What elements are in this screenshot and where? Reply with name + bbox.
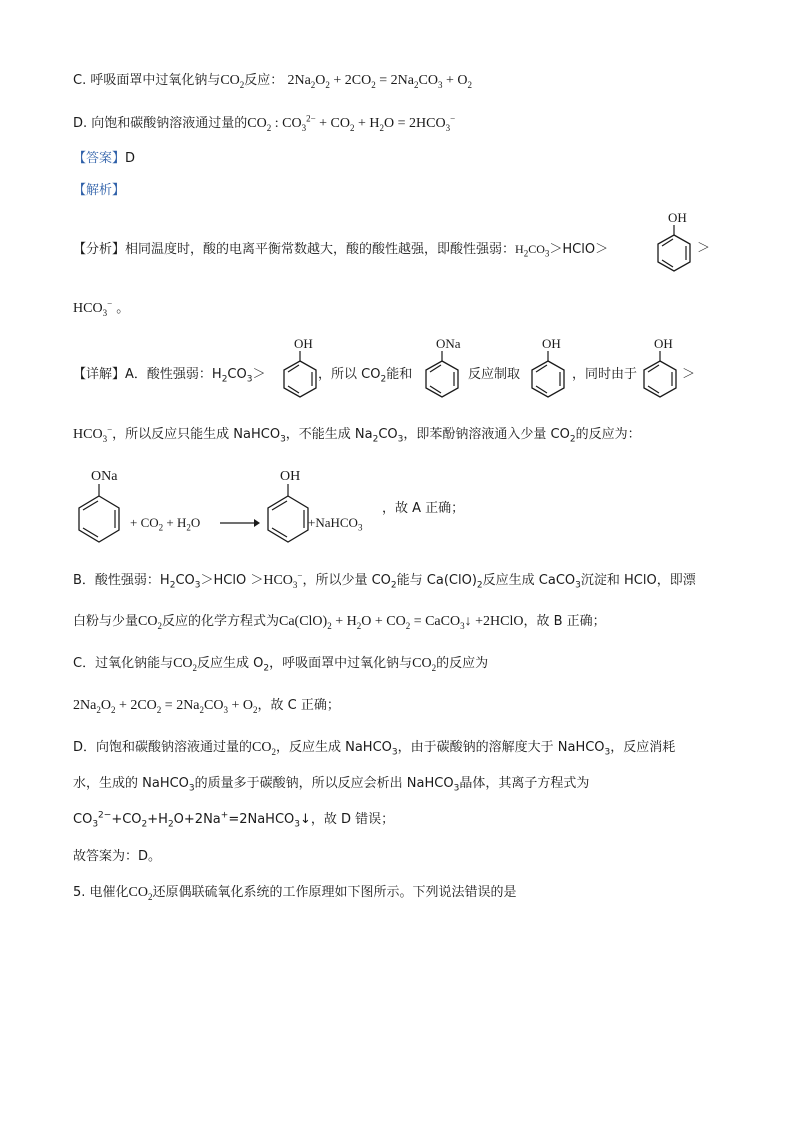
- b-line-2: 白粉与少量$CO_2$反应的化学方程式为$Ca(ClO)_2 + H_2O + CO_2$ = CaCO$_3$↓ +2HClO，故 B 正确；: [73, 614, 606, 631]
- oh-label: OH: [294, 336, 313, 351]
- c-line-1: C．过氧化钠能与$CO_2$反应生成 $O_2$，呼吸面罩中过氧化钠与$CO_2$的反应为: [73, 656, 489, 674]
- xiangjie-t4: ，同时由于: [572, 367, 638, 382]
- reaction-conclusion: ，故 A 正确；: [382, 501, 465, 516]
- benzene-ring-icon: [262, 466, 318, 546]
- oh-label: OH: [280, 469, 301, 484]
- benzene-ring-icon: [418, 336, 474, 400]
- question-5: 5. 电催化$CO_2$还原偶联硫氧化系统的工作原理如下图所示。下列说法错误的是: [73, 885, 517, 902]
- gt-sign: ＞: [682, 367, 696, 382]
- benzene-ring-icon: [73, 466, 133, 546]
- d-line-2: 水，生成的 NaHCO$_3$的质量多于碳酸钠，所以反应会析出 NaHCO$_3$晶体，其离子方程式为: [73, 776, 590, 794]
- option-d: D. 向饱和碳酸钠溶液通过量的$CO_2$ : $CO_3^{2-} + CO_2 + H_2O = 2HCO_3^-$: [73, 113, 456, 133]
- oh-label: OH: [542, 336, 561, 351]
- summary: 故答案为：D。: [73, 849, 162, 864]
- option-c: C. 呼吸面罩中过氧化钠与$CO_2$反应： $2Na_2O_2 + 2CO_2 = 2Na_2CO_3 + O_2$: [73, 73, 472, 90]
- hco3-line: $HCO_3^-$，所以反应只能生成 NaHCO$_3$，不能生成 $Na_2CO_3$，即苯酚钠溶液通入少量 $CO_2$的反应为：: [73, 424, 641, 445]
- d-line-3: $CO_3^{2-}+CO_2+H_2O+2Na^+=2NaHCO_3↓$，故 D 错误；: [73, 810, 395, 830]
- analysis-header: 【解析】: [73, 183, 126, 198]
- fenxi-line: 【分析】相同温度时，酸的电离平衡常数越大，酸的酸性越强，即酸性强弱：$H_2CO_3>HClO>$: [73, 242, 609, 259]
- b-line-1: B．酸性强弱：$H_2CO_3>HClO >HCO_3^-$，所以少量 $CO_2$能与 $Ca(ClO)_2$反应生成 CaCO$_3$沉淀和 HClO，即漂: [73, 570, 696, 591]
- equation: $2Na_2O_2 + 2CO_2 = 2Na_2CO_3 + O_2$: [287, 73, 472, 90]
- xiangjie-t2: ，所以 $CO_2$能和: [318, 367, 413, 385]
- oh-label: OH: [654, 336, 673, 351]
- c-line-2: $2Na_2O_2 + 2CO_2 = 2Na_2CO_3 + O_2$，故 C 正确；: [73, 698, 340, 715]
- reaction-reagents: + $CO_2 + H_2O$: [130, 515, 201, 533]
- answer-label: 【答案】: [73, 151, 126, 166]
- fenxi-hco3: $HCO_3^-$ 。: [73, 298, 130, 318]
- oh-label: OH: [668, 210, 687, 225]
- d-line-1: D．向饱和碳酸钠溶液通过量的$CO_2$，反应生成 NaHCO$_3$，由于碳酸钠的溶解度大于 NaHCO$_3$，反应消耗: [73, 740, 676, 758]
- gt-sign: ＞: [697, 241, 711, 256]
- ona-label: ONa: [436, 336, 461, 351]
- benzene-ring-icon: [524, 336, 572, 400]
- answer: [73, 150, 135, 168]
- benzene-ring-icon: [276, 336, 324, 400]
- answer-value: D: [125, 151, 136, 166]
- benzene-ring-icon: [650, 210, 698, 274]
- benzene-ring-icon: [636, 336, 684, 400]
- xiangjie-line: 【详解】A．酸性强弱：$H_2CO_3>$: [73, 367, 266, 385]
- ona-label: ONa: [91, 469, 118, 484]
- xiangjie-t3: 反应制取: [468, 367, 521, 382]
- reaction-arrow-icon: [220, 514, 260, 532]
- reaction-product: +NaHCO$_3$: [308, 515, 363, 533]
